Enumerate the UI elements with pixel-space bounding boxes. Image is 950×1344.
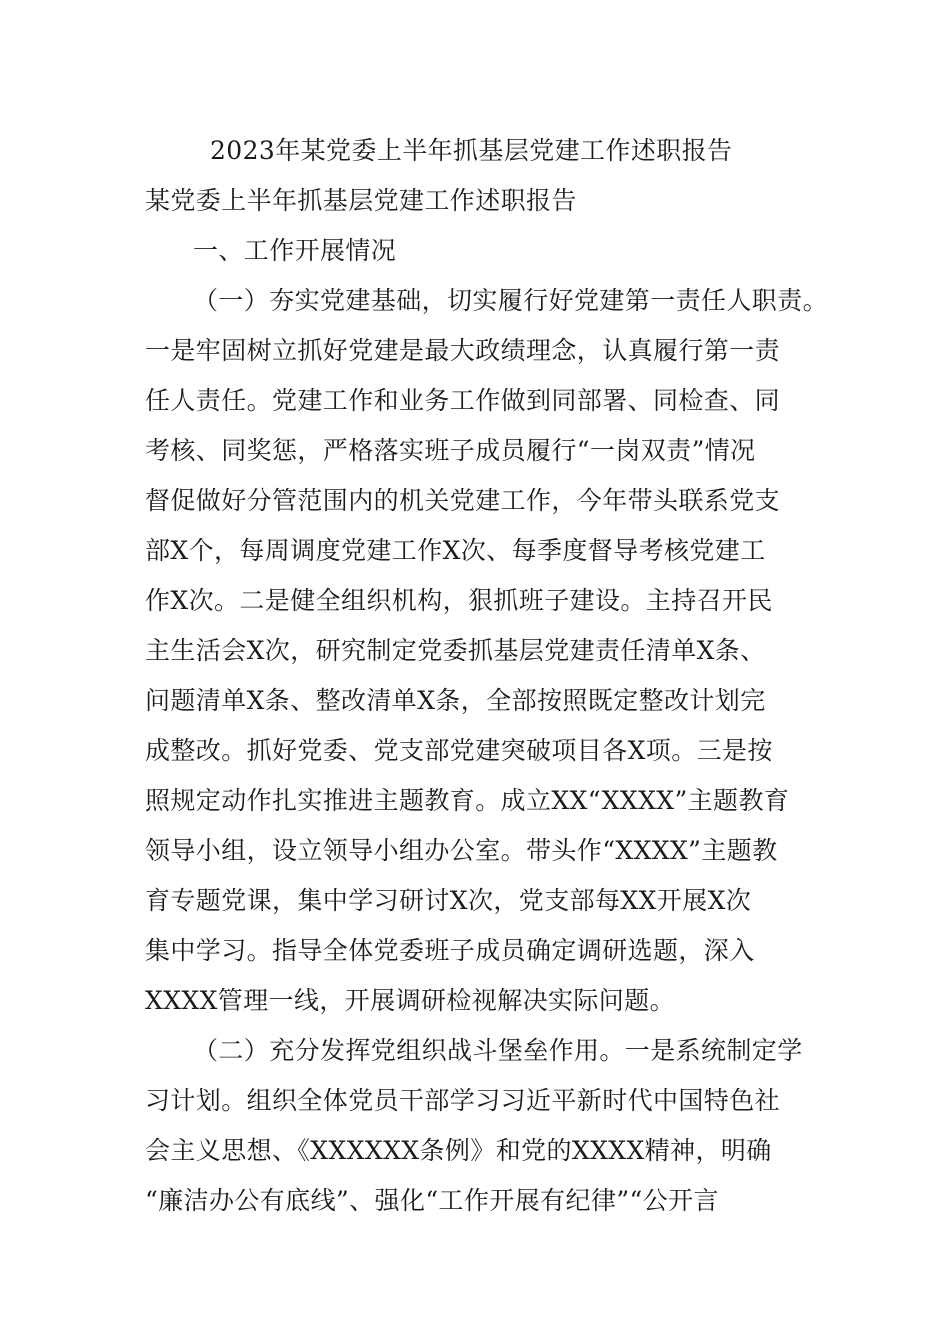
paragraph-line: 一是牢固树立抓好党建是最大政绩理念，认真履行第一责 [145,336,781,365]
paragraph-line: 考核、同奖惩，严格落实班子成员履行“一岗双责”情况 [145,436,756,465]
paragraph-line: 主生活会X次，研究制定党委抓基层党建责任清单X条、 [145,636,766,665]
paragraph-line: 问题清单X条、整改清单X条，全部按照既定整改计划完 [145,686,766,715]
paragraph-line: （二）充分发挥党组织战斗堡垒作用。一是系统制定学 [193,1036,803,1065]
document-subtitle: 某党委上半年抓基层党建工作述职报告 [145,186,577,215]
paragraph-line: XXXX管理一线，开展调研检视解决实际问题。 [145,986,675,1015]
paragraph-line: 部X个，每周调度党建工作X次、每季度督导考核党建工 [145,536,766,565]
paragraph-line: 会主义思想、《XXXXXX条例》和党的XXXX精神，明确 [145,1136,772,1165]
paragraph-line: “廉洁办公有底线”、强化“工作开展有纪律”“公开言 [145,1186,719,1215]
paragraph-line: 习计划。组织全体党员干部学习习近平新时代中国特色社 [145,1086,781,1115]
paragraph-line: 作X次。二是健全组织机构，狠抓班子建设。主持召开民 [145,586,773,615]
paragraph-line: 集中学习。指导全体党委班子成员确定调研选题，深入 [145,936,755,965]
paragraph-line: 成整改。抓好党委、党支部党建突破项目各X项。三是按 [145,736,773,765]
section-heading: 一、工作开展情况 [193,236,397,265]
paragraph-line: 领导小组，设立领导小组办公室。带头作“XXXX”主题教 [145,836,778,865]
paragraph-line: 督促做好分管范围内的机关党建工作，今年带头联系党支 [145,486,781,515]
document-title: 2023年某党委上半年抓基层党建工作述职报告 [210,136,733,165]
paragraph-line: 照规定动作扎实推进主题教育。成立XX“XXXX”主题教育 [145,786,790,815]
paragraph-line: （一）夯实党建基础，切实履行好党建第一责任人职责。 [193,286,829,315]
paragraph-line: 育专题党课，集中学习研讨X次，党支部每XX开展X次 [145,886,752,915]
paragraph-line: 任人责任。党建工作和业务工作做到同部署、同检查、同 [145,386,781,415]
